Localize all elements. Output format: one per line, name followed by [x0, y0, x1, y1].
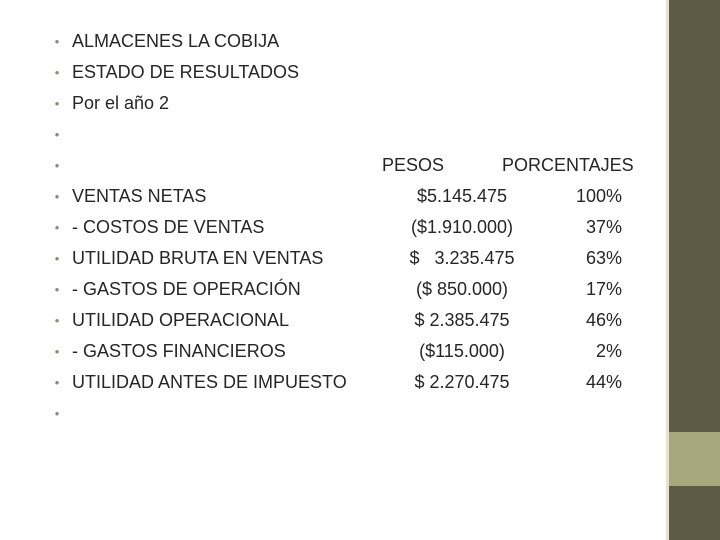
table-row	[52, 181, 642, 212]
list-item	[52, 26, 642, 57]
table-row	[52, 212, 642, 243]
list-item	[52, 57, 642, 88]
row-percentage: 46%	[585, 310, 622, 330]
row-pesos: ($115.000)	[419, 341, 505, 361]
row-label: - GASTOS DE OPERACIÓN	[72, 279, 301, 299]
period-label: Por el año 2	[72, 93, 170, 113]
table-row	[52, 305, 642, 336]
bullet-icon: •	[54, 251, 60, 266]
row-pesos: $ 2.270.475	[414, 372, 510, 392]
bullet-icon: •	[54, 96, 60, 111]
bullet-icon: •	[54, 127, 60, 142]
table-row	[52, 243, 642, 274]
side-bar-accent	[669, 432, 720, 486]
row-pesos: ($ 850.000)	[415, 279, 509, 299]
row-pesos: $ 3.235.475	[409, 248, 515, 268]
statement-title: ESTADO DE RESULTADOS	[72, 62, 300, 82]
row-label: UTILIDAD OPERACIONAL	[72, 310, 290, 330]
column-header-porcentajes: PORCENTAJES	[502, 155, 634, 175]
row-label: UTILIDAD ANTES DE IMPUESTO	[72, 372, 347, 392]
bullet-icon: •	[54, 375, 60, 390]
company-name: ALMACENES LA COBIJA	[72, 31, 280, 51]
row-percentage: 63%	[585, 248, 622, 268]
column-header-pesos: PESOS	[382, 155, 445, 175]
row-label: - COSTOS DE VENTAS	[72, 217, 265, 237]
list-item	[52, 88, 642, 119]
bullet-icon: •	[54, 313, 60, 328]
row-label: - GASTOS FINANCIEROS	[72, 341, 286, 361]
row-percentage: 37%	[585, 217, 622, 237]
table-row	[52, 367, 642, 398]
bullet-icon: •	[54, 282, 60, 297]
bullet-icon: •	[54, 220, 60, 235]
row-percentage: 100%	[575, 186, 622, 206]
row-percentage: 2%	[595, 341, 622, 361]
row-percentage: 44%	[585, 372, 622, 392]
bullet-icon: •	[54, 406, 60, 421]
bullet-icon: •	[54, 158, 60, 173]
row-pesos: $ 2.385.475	[414, 310, 510, 330]
row-label: UTILIDAD BRUTA EN VENTAS	[72, 248, 324, 268]
row-pesos: ($1.910.000)	[410, 217, 514, 237]
bullet-icon: •	[54, 65, 60, 80]
row-pesos: $5.145.475	[416, 186, 508, 206]
table-row	[52, 274, 642, 305]
bullet-icon: •	[54, 344, 60, 359]
bullet-list	[52, 26, 642, 429]
table-row	[52, 336, 642, 367]
bullet-icon: •	[54, 34, 60, 49]
column-header-row	[52, 150, 642, 181]
bullet-icon: •	[54, 189, 60, 204]
list-item	[52, 398, 642, 429]
row-percentage: 17%	[585, 279, 622, 299]
list-item	[52, 119, 642, 150]
row-label: VENTAS NETAS	[72, 186, 207, 206]
